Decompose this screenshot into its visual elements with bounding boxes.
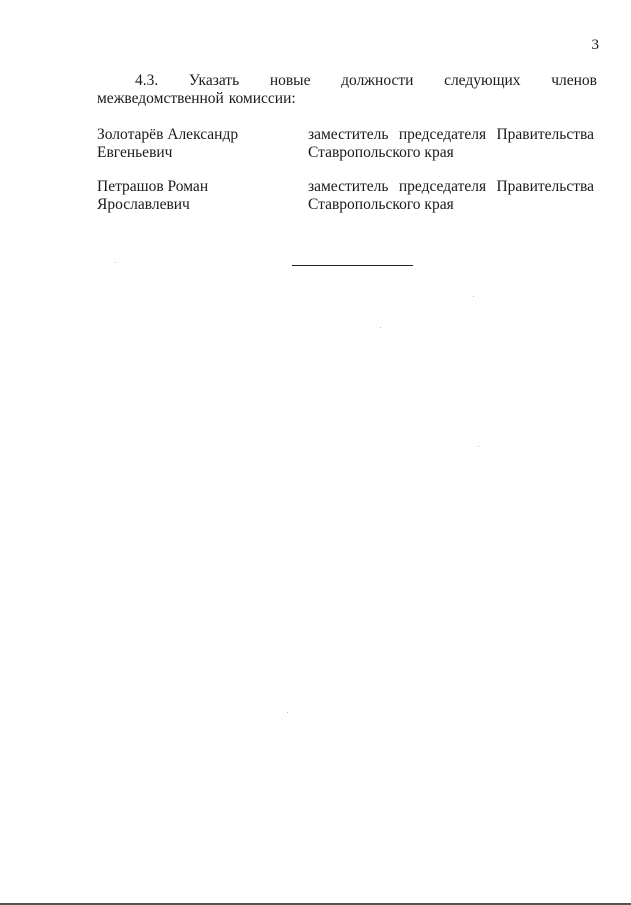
member-name <box>97 178 308 214</box>
scan-speck <box>287 712 288 713</box>
member-name-line: Петрашов Роман <box>97 178 209 195</box>
member-position <box>308 178 594 214</box>
member-position-line: Ставропольского края <box>308 144 454 161</box>
scan-speck <box>473 296 474 297</box>
page-number: 3 <box>591 37 599 53</box>
member-name-line: Евгеньевич <box>97 144 173 161</box>
member-position-line: заместитель председателя Правительства <box>308 126 594 143</box>
scan-speck <box>115 262 116 263</box>
member-position-line: Ставропольского края <box>308 196 454 213</box>
clause-4-3-text: 4.3. Указать новые должности следующих членов межведомственной комиссии: <box>97 72 597 107</box>
member-position-line: заместитель председателя Правительства <box>308 178 594 195</box>
end-of-document-rule <box>292 265 413 266</box>
scan-speck <box>478 446 479 447</box>
member-position <box>308 126 594 162</box>
member-name-line: Ярославлевич <box>97 196 190 213</box>
member-entry <box>97 126 594 162</box>
member-name-line: Золотарёв Александр <box>97 126 239 143</box>
scan-speck <box>380 327 381 328</box>
member-entry <box>97 178 594 214</box>
members-list <box>97 126 594 230</box>
member-name <box>97 126 308 162</box>
